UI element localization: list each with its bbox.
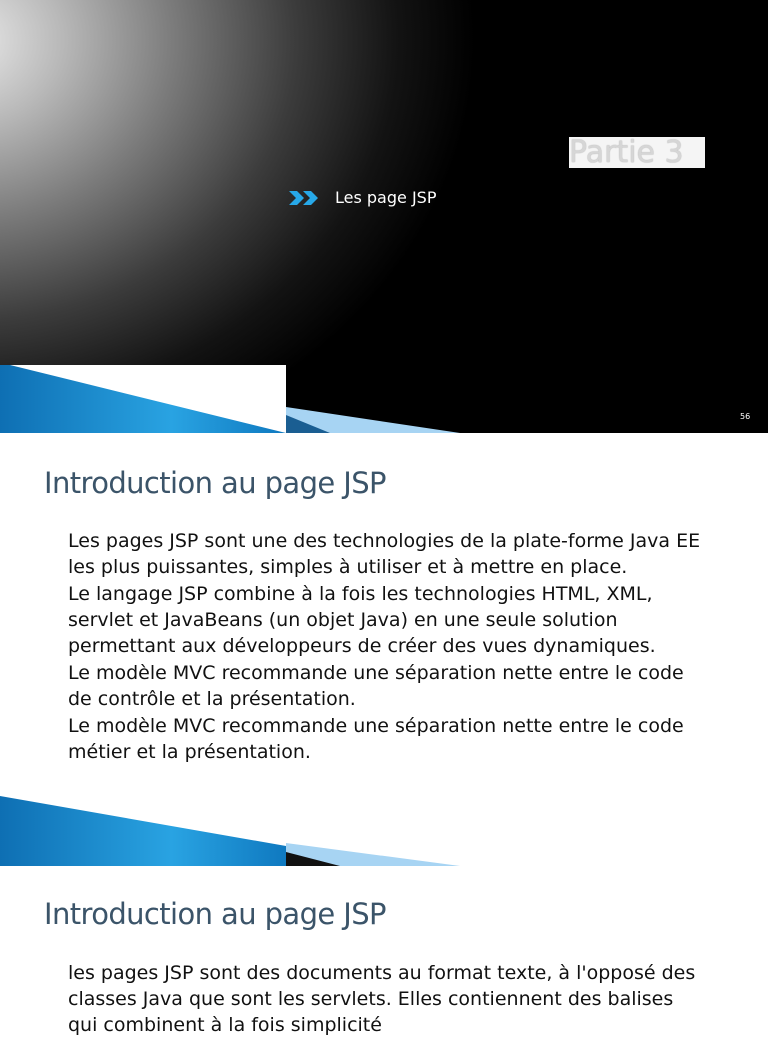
slide-introduction-2[interactable] — [0, 866, 768, 1036]
slide-partie-3[interactable] — [0, 0, 768, 433]
slide-title: Introduction au page JSP — [44, 897, 386, 931]
slide-title: Introduction au page JSP — [44, 466, 386, 500]
paragraph: Le langage JSP combine à la fois les technologies HTML, XML, servlet et JavaBeans (un objet Java) en une seule solution permettant aux développeurs de créer des vues dynamiques. — [68, 583, 656, 657]
slide-title: Partie 3 — [569, 137, 705, 168]
double-chevron-right-icon — [289, 190, 323, 209]
slide-decoration — [0, 355, 768, 433]
slide-body — [68, 528, 708, 766]
paragraph: Le modèle MVC recommande une séparation nette entre le code de contrôle et la présentation. — [68, 662, 684, 710]
slide-decoration — [0, 788, 768, 866]
bullet-text: Les page JSP — [335, 188, 437, 207]
page-number: 56 — [740, 412, 751, 421]
paragraph: les pages JSP sont des documents au format texte, à l'opposé des classes Java que sont les servlets. Elles contiennent des balises qui combinent à la fois simplicité — [68, 962, 696, 1036]
paragraph: Les pages JSP sont une des technologies de la plate-forme Java EE les plus puissantes, simples à utiliser et à mettre en place. — [68, 530, 701, 578]
slide-body — [68, 960, 708, 1038]
paragraph: Le modèle MVC recommande une séparation nette entre le code métier et la présentation. — [68, 715, 684, 763]
slide-introduction-1[interactable] — [0, 433, 768, 866]
